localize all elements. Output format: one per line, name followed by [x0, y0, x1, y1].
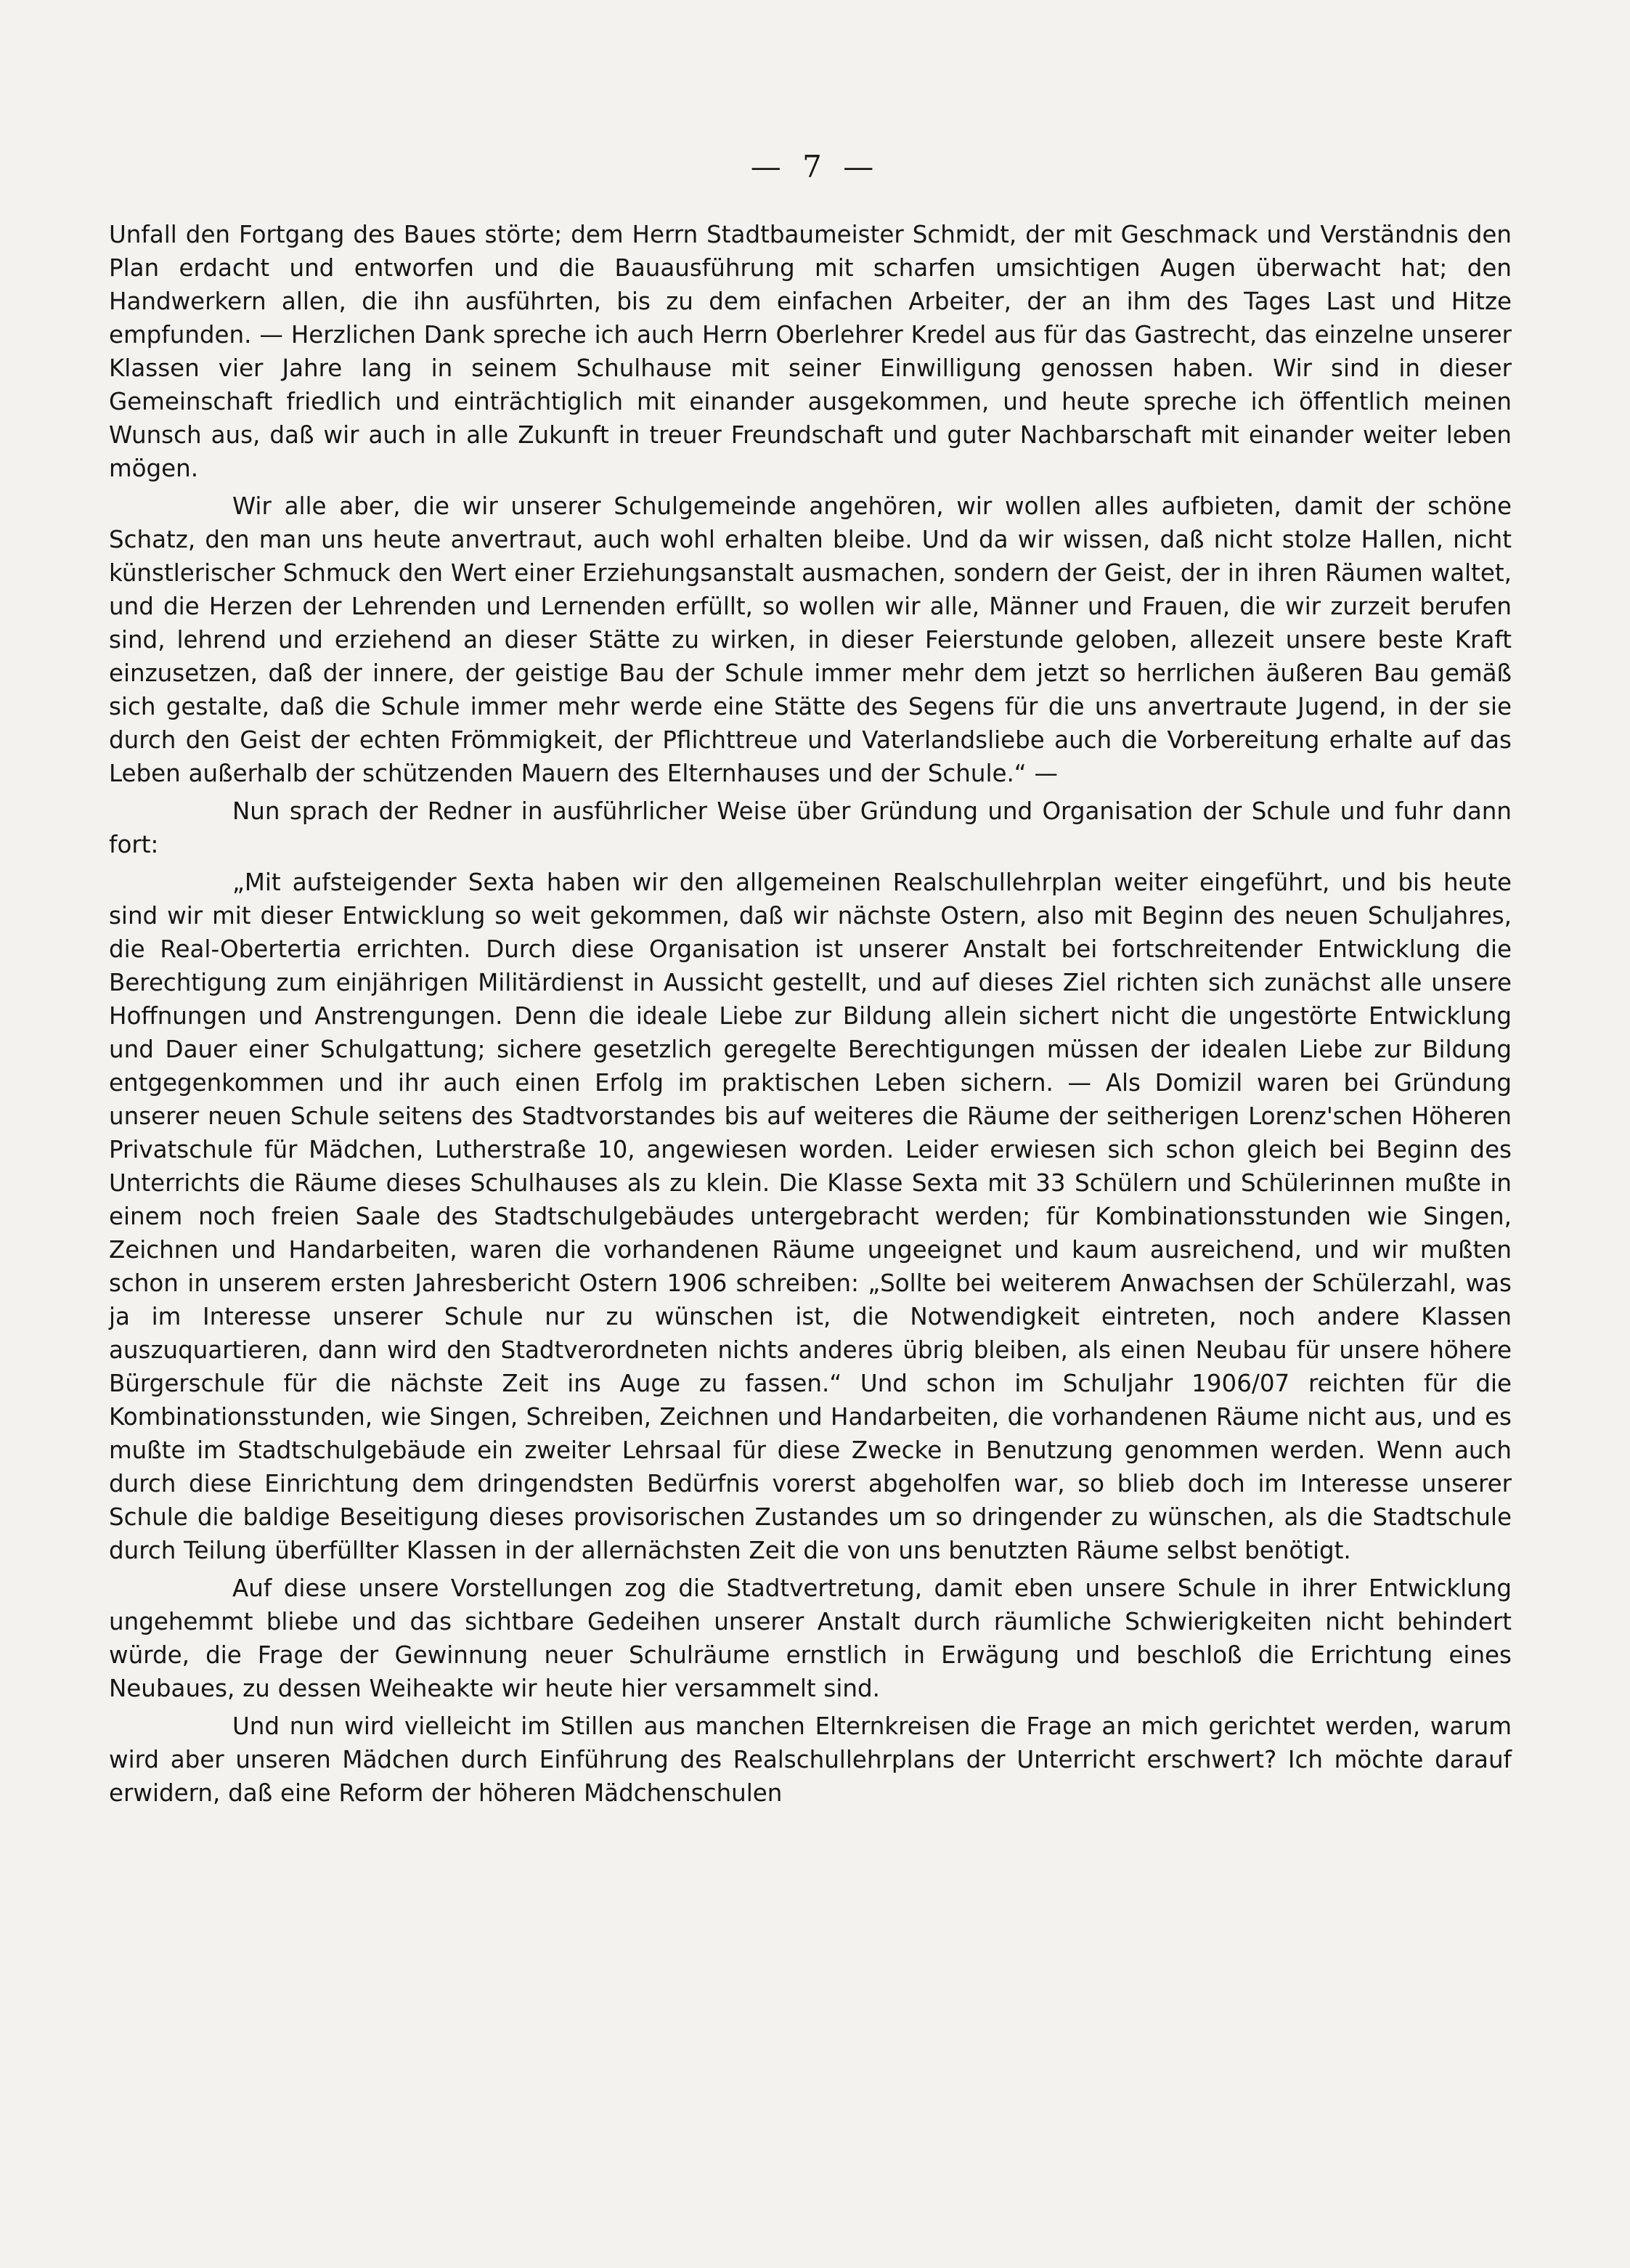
- paragraph-4: „Mit aufsteigender Sexta haben wir den allgemeinen Realschullehrplan weiter eingeführt, und bis heute sind wir mit dieser Entwicklung so weit gekommen, daß wir nächste Ostern, also mit Beginn des neuen Schuljahres, die Real-Obertertia errichten. Durch diese Organisation ist unserer Anstalt bei fortschreitender Entwicklung die Berechtigung zum einjährigen Militärdienst in Aussicht gestellt, und auf dieses Ziel richten sich zunächst alle unsere Hoffnungen und Anstrengungen. Denn die ideale Liebe zur Bildung allein sichert nicht die ungestörte Entwicklung und Dauer einer Schulgattung; sichere gesetzlich geregelte Berechtigungen müssen der idealen Liebe zur Bildung entgegenkommen und ihr auch einen Erfolg im praktischen Leben sichern. — Als Domizil waren bei Gründung unserer neuen Schule seitens des Stadtvorstandes bis auf weiteres die Räume der seitherigen Lorenz'schen Höheren Privatschule für Mädchen, Lutherstraße 10, angewiesen worden. Leider erwiesen sich schon gleich bei Beginn des Unterrichts die Räume dieses Schulhauses als zu klein. Die Klasse Sexta mit 33 Schülern und Schülerinnen mußte in einem noch freien Saale des Stadtschulgebäudes untergebracht werden; für Kombinationsstunden wie Singen, Zeichnen und Handarbeiten, waren die vorhandenen Räume ungeeignet und kaum ausreichend, und wir mußten schon in unserem ersten Jahresbericht Ostern 1906 schreiben: „Sollte bei weiterem Anwachsen der Schülerzahl, was ja im Interesse unserer Schule nur zu wünschen ist, die Notwendigkeit eintreten, noch andere Klassen auszuquartieren, dann wird den Stadtverordneten nichts anderes übrig bleiben, als einen Neubau für unsere höhere Bürgerschule für die nächste Zeit ins Auge zu fassen.“ Und schon im Schuljahr 1906/07 reichten für die Kombinationsstunden, wie Singen, Schreiben, Zeichnen und Handarbeiten, die vorhandenen Räume nicht aus, und es mußte im Stadtschulgebäude ein zweiter Lehrsaal für diese Zwecke in Benutzung genommen werden. Wenn auch durch diese Einrichtung dem dringendsten Bedürfnis vorerst abgeholfen war, so blieb doch im Interesse unserer Schule die baldige Beseitigung dieses provisorischen Zustandes um so dringender zu wünschen, als die Stadtschule durch Teilung überfüllter Klassen in der allernächsten Zeit die von uns benutzten Räume selbst benötigt.: [109, 869, 1512, 1564]
- page-number: — 7 —: [750, 149, 880, 184]
- paragraph-5: Auf diese unsere Vorstellungen zog die Stadtvertretung, damit eben unsere Schule in ihrer Entwicklung ungehemmt bliebe und das sichtbare Gedeihen unserer Anstalt durch räumliche Schwierigkeiten nicht behindert würde, die Frage der Gewinnung neuer Schulräume ernstlich in Erwägung und beschloß die Errichtung eines Neubaues, zu dessen Weiheakte wir heute hier versammelt sind.: [109, 1574, 1512, 1702]
- body-text: [109, 218, 1512, 1814]
- paragraph-2: Wir alle aber, die wir unserer Schulgemeinde angehören, wir wollen alles aufbieten, damit der schöne Schatz, den man uns heute anvertraut, auch wohl erhalten bleibe. Und da wir wissen, daß nicht stolze Hallen, nicht künstlerischer Schmuck den Wert einer Erziehungsanstalt ausmachen, sondern der Geist, der in ihren Räumen waltet, und die Herzen der Lehrenden und Lernenden erfüllt, so wollen wir alle, Männer und Frauen, die wir zurzeit berufen sind, lehrend und erziehend an dieser Stätte zu wirken, in dieser Feierstunde geloben, allezeit unsere beste Kraft einzusetzen, daß der innere, der geistige Bau der Schule immer mehr dem jetzt so herrlichen äußeren Bau gemäß sich gestalte, daß die Schule immer mehr werde eine Stätte des Segens für die uns anvertraute Jugend, in der sie durch den Geist der echten Frömmigkeit, der Pflichttreue und Vaterlandsliebe auch die Vorbereitung erhalte auf das Leben außerhalb der schützenden Mauern des Elternhauses und der Schule.“ —: [109, 492, 1512, 787]
- paragraph-3: Nun sprach der Redner in ausführlicher Weise über Gründung und Organisation der Schule und fuhr dann fort:: [109, 797, 1512, 858]
- paragraph-1: Unfall den Fortgang des Baues störte; dem Herrn Stadtbaumeister Schmidt, der mit Geschmack und Verständnis den Plan erdacht und entworfen und die Bauausführung mit scharfen umsichtigen Augen überwacht hat; den Handwerkern allen, die ihn ausführten, bis zu dem einfachen Arbeiter, der an ihm des Tages Last und Hitze empfunden. — Herzlichen Dank spreche ich auch Herrn Oberlehrer Kredel aus für das Gastrecht, das einzelne unserer Klassen vier Jahre lang in seinem Schulhause mit seiner Einwilligung genossen haben. Wir sind in dieser Gemeinschaft friedlich und einträchtiglich mit einander ausgekommen, und heute spreche ich öffentlich meinen Wunsch aus, daß wir auch in alle Zukunft in treuer Freundschaft und guter Nachbarschaft mit einander weiter leben mögen.: [109, 221, 1512, 482]
- paragraph-6: Und nun wird vielleicht im Stillen aus manchen Elternkreisen die Frage an mich gerichtet werden, warum wird aber unseren Mädchen durch Einführung des Realschullehrplans der Unterricht erschwert? Ich möchte darauf erwidern, daß eine Reform der höheren Mädchenschulen: [109, 1712, 1512, 1807]
